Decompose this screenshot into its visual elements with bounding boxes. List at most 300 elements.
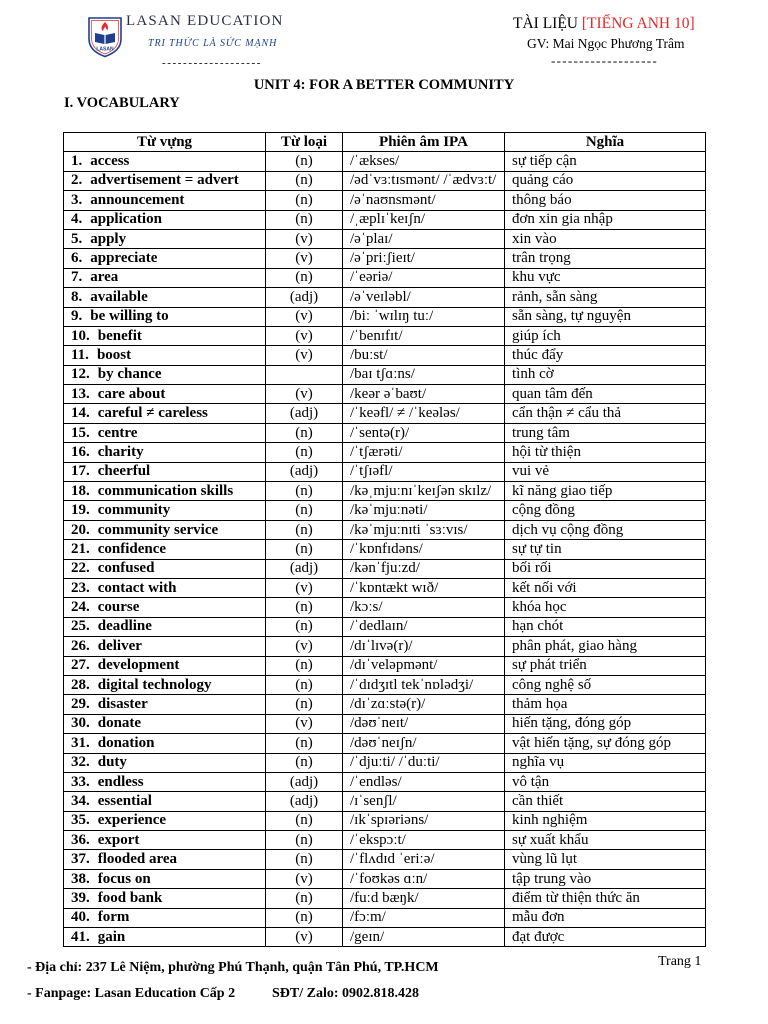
row-number: 38.: [71, 870, 90, 887]
word-cell: [64, 152, 266, 171]
ipa-cell: /ˈtʃærəti/: [343, 443, 505, 462]
word-cell: [64, 210, 266, 229]
vocab-word: boost: [96, 346, 132, 363]
part-of-speech-cell: (v): [266, 869, 343, 888]
word-cell: [64, 423, 266, 442]
row-number: 27.: [71, 657, 90, 674]
word-cell: [64, 268, 266, 287]
vocab-word: careful ≠ careless: [97, 405, 208, 422]
meaning-cell: sự xuất khẩu: [505, 831, 706, 850]
ipa-cell: /əˈplaɪ/: [343, 229, 505, 248]
vocab-word: appreciate: [90, 250, 158, 267]
table-row: [64, 365, 706, 384]
vocab-word: disaster: [97, 696, 148, 713]
ipa-cell: /ˈækses/: [343, 152, 505, 171]
vocab-word: essential: [97, 792, 152, 809]
ipa-cell: /ˈkɒnfɪdəns/: [343, 540, 505, 559]
word-cell: [64, 889, 266, 908]
word-cell: [64, 792, 266, 811]
part-of-speech-cell: (adj): [266, 462, 343, 481]
vocab-table-body: [64, 152, 706, 947]
part-of-speech-cell: (n): [266, 520, 343, 539]
table-row: [64, 385, 706, 404]
part-of-speech-cell: [266, 365, 343, 384]
meaning-cell: điểm từ thiện thức ăn: [505, 889, 706, 908]
table-row: [64, 598, 706, 617]
word-cell: [64, 229, 266, 248]
ipa-cell: /əˈnaʊnsmənt/: [343, 191, 505, 210]
row-number: 13.: [71, 385, 90, 402]
meaning-cell: tập trung vào: [505, 869, 706, 888]
meaning-cell: thúc đẩy: [505, 346, 706, 365]
ipa-cell: /əˈveɪləbl/: [343, 288, 505, 307]
row-number: 30.: [71, 715, 90, 732]
ipa-cell: /kəˈmjuːnəti/: [343, 501, 505, 520]
table-row: [64, 617, 706, 636]
table-row: [64, 540, 706, 559]
table-row: [64, 482, 706, 501]
row-number: 23.: [71, 579, 90, 596]
word-cell: [64, 811, 266, 830]
word-cell: [64, 714, 266, 733]
part-of-speech-cell: (n): [266, 889, 343, 908]
ipa-cell: /dəʊˈneɪt/: [343, 714, 505, 733]
row-number: 5.: [71, 230, 83, 247]
table-row: [64, 850, 706, 869]
meaning-cell: khu vực: [505, 268, 706, 287]
vocab-word: area: [90, 269, 119, 286]
ipa-cell: /ˈsentə(r)/: [343, 423, 505, 442]
part-of-speech-cell: (n): [266, 423, 343, 442]
table-row: [64, 171, 706, 190]
column-header-part-of-speech: Từ loại: [266, 133, 343, 152]
ipa-cell: /fuːd bæŋk/: [343, 889, 505, 908]
ipa-cell: /ˈdjuːti/ /ˈduːti/: [343, 753, 505, 772]
vocab-word: be willing to: [90, 308, 169, 325]
row-number: 10.: [71, 327, 90, 344]
part-of-speech-cell: (n): [266, 850, 343, 869]
vocab-word: duty: [97, 754, 127, 771]
table-row: [64, 307, 706, 326]
row-number: 18.: [71, 482, 90, 499]
word-cell: [64, 307, 266, 326]
table-row: [64, 249, 706, 268]
footer-fanpage: - Fanpage: Lasan Education Cấp 2: [27, 986, 236, 1001]
word-cell: [64, 753, 266, 772]
ipa-cell: /ˌæplɪˈkeɪʃn/: [343, 210, 505, 229]
vocab-word: advertisement = advert: [90, 172, 239, 189]
table-row: [64, 792, 706, 811]
meaning-cell: sẵn sàng, tự nguyện: [505, 307, 706, 326]
word-cell: [64, 501, 266, 520]
part-of-speech-cell: (n): [266, 811, 343, 830]
section-heading: I. VOCABULARY: [64, 95, 180, 111]
row-number: 19.: [71, 502, 90, 519]
column-header-word: Từ vựng: [64, 133, 266, 152]
word-cell: [64, 850, 266, 869]
word-cell: [64, 404, 266, 423]
row-number: 4.: [71, 211, 83, 228]
part-of-speech-cell: (adj): [266, 288, 343, 307]
part-of-speech-cell: (v): [266, 249, 343, 268]
word-cell: [64, 928, 266, 947]
part-of-speech-cell: (n): [266, 675, 343, 694]
row-number: 28.: [71, 676, 90, 693]
meaning-cell: thông báo: [505, 191, 706, 210]
meaning-cell: phân phát, giao hàng: [505, 637, 706, 656]
word-cell: [64, 443, 266, 462]
ipa-cell: /ˈekspɔːt/: [343, 831, 505, 850]
ipa-cell: /ˈdɪdʒɪtl tekˈnɒlədʒi/: [343, 675, 505, 694]
part-of-speech-cell: (n): [266, 908, 343, 927]
meaning-cell: kinh nghiệm: [505, 811, 706, 830]
meaning-cell: kết nối với: [505, 578, 706, 597]
part-of-speech-cell: (n): [266, 753, 343, 772]
row-number: 15.: [71, 424, 90, 441]
table-row: [64, 152, 706, 171]
table-row: [64, 423, 706, 442]
part-of-speech-cell: (adj): [266, 404, 343, 423]
vocab-word: endless: [97, 773, 144, 790]
word-cell: [64, 908, 266, 927]
ipa-cell: /ˈeəriə/: [343, 268, 505, 287]
vocab-word: export: [97, 831, 140, 848]
table-row: [64, 734, 706, 753]
table-row: [64, 191, 706, 210]
meaning-cell: đạt được: [505, 928, 706, 947]
table-row: [64, 288, 706, 307]
ipa-cell: /keər əˈbaʊt/: [343, 385, 505, 404]
ipa-cell: /ˈkɒntækt wɪð/: [343, 578, 505, 597]
vocab-word: donation: [97, 734, 155, 751]
table-row: [64, 908, 706, 927]
row-number: 36.: [71, 831, 90, 848]
vocab-word: deliver: [97, 637, 142, 654]
row-number: 2.: [71, 172, 83, 189]
ipa-cell: /kəˌmjuːnɪˈkeɪʃən skɪlz/: [343, 482, 505, 501]
logo-lettering: LASAN: [96, 46, 114, 53]
table-row: [64, 559, 706, 578]
meaning-cell: vô tận: [505, 772, 706, 791]
lasan-logo: [87, 16, 123, 58]
meaning-cell: vùng lũ lụt: [505, 850, 706, 869]
word-cell: [64, 482, 266, 501]
column-header-ipa: Phiên âm IPA: [343, 133, 505, 152]
meaning-cell: quan tâm đến: [505, 385, 706, 404]
part-of-speech-cell: (n): [266, 540, 343, 559]
part-of-speech-cell: (adj): [266, 792, 343, 811]
vocab-word: gain: [97, 928, 126, 945]
part-of-speech-cell: (adj): [266, 559, 343, 578]
vocab-word: available: [90, 288, 148, 305]
meaning-cell: cộng đồng: [505, 501, 706, 520]
part-of-speech-cell: (n): [266, 501, 343, 520]
part-of-speech-cell: (n): [266, 152, 343, 171]
part-of-speech-cell: (v): [266, 229, 343, 248]
row-number: 40.: [71, 909, 90, 926]
vocab-word: focus on: [97, 870, 151, 887]
word-cell: [64, 520, 266, 539]
word-cell: [64, 734, 266, 753]
vocabulary-table: [63, 132, 706, 947]
word-cell: [64, 637, 266, 656]
meaning-cell: đơn xin gia nhập: [505, 210, 706, 229]
table-row: [64, 229, 706, 248]
vocab-word: confused: [97, 560, 155, 577]
part-of-speech-cell: (n): [266, 171, 343, 190]
row-number: 12.: [71, 366, 90, 383]
part-of-speech-cell: (n): [266, 191, 343, 210]
ipa-cell: /ˈflʌdɪd ˈeriːə/: [343, 850, 505, 869]
row-number: 32.: [71, 754, 90, 771]
part-of-speech-cell: (n): [266, 598, 343, 617]
table-row: [64, 346, 706, 365]
table-row: [64, 753, 706, 772]
vocab-word: cheerful: [97, 463, 151, 480]
row-number: 21.: [71, 540, 90, 557]
row-number: 14.: [71, 405, 90, 422]
vocab-word: development: [97, 657, 180, 674]
ipa-cell: /ədˈvɜːtɪsmənt/ /ˈædvɜːt/: [343, 171, 505, 190]
meaning-cell: khóa học: [505, 598, 706, 617]
meaning-cell: trung tâm: [505, 423, 706, 442]
vocab-word: digital technology: [97, 676, 212, 693]
row-number: 25.: [71, 618, 90, 635]
vocab-word: by chance: [97, 366, 162, 383]
table-row: [64, 210, 706, 229]
word-cell: [64, 578, 266, 597]
word-cell: [64, 772, 266, 791]
meaning-cell: vui vẻ: [505, 462, 706, 481]
word-cell: [64, 191, 266, 210]
row-number: 39.: [71, 889, 90, 906]
meaning-cell: vật hiến tặng, sự đóng góp: [505, 734, 706, 753]
ipa-cell: /ˈkeəfl/ ≠ /ˈkeələs/: [343, 404, 505, 423]
meaning-cell: hạn chót: [505, 617, 706, 636]
ipa-cell: /dɪˈveləpmənt/: [343, 656, 505, 675]
ipa-cell: /geɪn/: [343, 928, 505, 947]
row-number: 11.: [71, 346, 89, 363]
ipa-cell: /ˈdedlaɪn/: [343, 617, 505, 636]
meaning-cell: dịch vụ cộng đồng: [505, 520, 706, 539]
part-of-speech-cell: (v): [266, 326, 343, 345]
vocab-word: flooded area: [97, 851, 178, 868]
row-number: 26.: [71, 637, 90, 654]
meaning-cell: hiến tặng, đóng góp: [505, 714, 706, 733]
meaning-cell: công nghệ số: [505, 675, 706, 694]
meaning-cell: giúp ích: [505, 326, 706, 345]
word-cell: [64, 385, 266, 404]
word-cell: [64, 462, 266, 481]
ipa-cell: /ˈtʃɪəfl/: [343, 462, 505, 481]
word-cell: [64, 326, 266, 345]
row-number: 37.: [71, 851, 90, 868]
part-of-speech-cell: (n): [266, 831, 343, 850]
table-row: [64, 714, 706, 733]
subject-tag: [TIẾNG ANH 10]: [581, 15, 695, 32]
row-number: 9.: [71, 308, 83, 325]
table-row: [64, 831, 706, 850]
part-of-speech-cell: (v): [266, 578, 343, 597]
part-of-speech-cell: (v): [266, 385, 343, 404]
ipa-cell: /dɪˈzɑːstə(r)/: [343, 695, 505, 714]
meaning-cell: hội từ thiện: [505, 443, 706, 462]
word-cell: [64, 171, 266, 190]
vocab-word: food bank: [97, 889, 163, 906]
word-cell: [64, 288, 266, 307]
row-number: 1.: [71, 153, 83, 170]
meaning-cell: cần thiết: [505, 792, 706, 811]
meaning-cell: rảnh, sẵn sàng: [505, 288, 706, 307]
table-row: [64, 675, 706, 694]
vocab-word: announcement: [90, 191, 185, 208]
meaning-cell: sự phát triển: [505, 656, 706, 675]
vocab-word: communication skills: [97, 482, 234, 499]
document-label: [513, 15, 695, 33]
word-cell: [64, 617, 266, 636]
meaning-cell: sự tự tin: [505, 540, 706, 559]
table-row: [64, 656, 706, 675]
vocab-word: donate: [97, 715, 142, 732]
row-number: 3.: [71, 191, 83, 208]
ipa-cell: /əˈpriːʃieɪt/: [343, 249, 505, 268]
meaning-cell: tình cờ: [505, 365, 706, 384]
word-cell: [64, 675, 266, 694]
row-number: 6.: [71, 250, 83, 267]
brand-slogan: TRI THỨC LÀ SỨC MẠNH: [148, 38, 278, 49]
part-of-speech-cell: (n): [266, 268, 343, 287]
teacher-name: GV: Mai Ngọc Phương Trâm: [527, 36, 685, 51]
ipa-cell: /ɪkˈspɪəriəns/: [343, 811, 505, 830]
table-row: [64, 404, 706, 423]
row-number: 17.: [71, 463, 90, 480]
table-row: [64, 326, 706, 345]
word-cell: [64, 249, 266, 268]
ipa-cell: /ˈbenɪfɪt/: [343, 326, 505, 345]
table-row: [64, 772, 706, 791]
teacher-divider: -------------------: [551, 53, 658, 68]
word-cell: [64, 540, 266, 559]
part-of-speech-cell: (n): [266, 210, 343, 229]
row-number: 41.: [71, 928, 90, 945]
part-of-speech-cell: (adj): [266, 772, 343, 791]
ipa-cell: /ˈendləs/: [343, 772, 505, 791]
ipa-cell: /kɔːs/: [343, 598, 505, 617]
ipa-cell: /biː ˈwɪlɪŋ tuː/: [343, 307, 505, 326]
unit-title: UNIT 4: FOR A BETTER COMMUNITY: [253, 77, 515, 93]
part-of-speech-cell: (n): [266, 656, 343, 675]
vocab-word: application: [90, 211, 162, 228]
row-number: 24.: [71, 599, 90, 616]
vocab-word: experience: [97, 812, 167, 829]
ipa-cell: /fɔːm/: [343, 908, 505, 927]
vocab-word: charity: [97, 443, 144, 460]
vocab-word: care about: [97, 385, 166, 402]
vocab-word: community service: [97, 521, 219, 538]
row-number: 7.: [71, 269, 83, 286]
part-of-speech-cell: (v): [266, 714, 343, 733]
meaning-cell: mẫu đơn: [505, 908, 706, 927]
meaning-cell: kĩ năng giao tiếp: [505, 482, 706, 501]
meaning-cell: quảng cáo: [505, 171, 706, 190]
word-cell: [64, 365, 266, 384]
word-cell: [64, 869, 266, 888]
vocab-word: centre: [97, 424, 138, 441]
vocab-word: benefit: [97, 327, 142, 344]
table-row: [64, 889, 706, 908]
part-of-speech-cell: (n): [266, 617, 343, 636]
vocab-word: course: [97, 599, 140, 616]
part-of-speech-cell: (v): [266, 928, 343, 947]
word-cell: [64, 656, 266, 675]
table-row: [64, 520, 706, 539]
part-of-speech-cell: (n): [266, 695, 343, 714]
table-row: [64, 501, 706, 520]
ipa-cell: /dəʊˈneɪʃn/: [343, 734, 505, 753]
meaning-cell: bối rối: [505, 559, 706, 578]
word-cell: [64, 831, 266, 850]
row-number: 20.: [71, 521, 90, 538]
vocab-word: access: [90, 153, 130, 170]
ipa-cell: /ɪˈsenʃl/: [343, 792, 505, 811]
part-of-speech-cell: (v): [266, 307, 343, 326]
shield-logo-icon: [87, 16, 123, 58]
table-row: [64, 462, 706, 481]
row-number: 22.: [71, 560, 90, 577]
part-of-speech-cell: (n): [266, 443, 343, 462]
ipa-cell: /buːst/: [343, 346, 505, 365]
brand-divider: -------------------: [162, 57, 262, 69]
ipa-cell: /kənˈfjuːzd/: [343, 559, 505, 578]
vocab-word: apply: [90, 230, 127, 247]
word-cell: [64, 346, 266, 365]
table-row: [64, 811, 706, 830]
meaning-cell: cẩn thận ≠ cẩu thả: [505, 404, 706, 423]
vocab-word: contact with: [97, 579, 177, 596]
word-cell: [64, 598, 266, 617]
ipa-cell: /kəˈmjuːnɪti ˈsɜːvɪs/: [343, 520, 505, 539]
page-number: Trang 1: [658, 954, 702, 969]
meaning-cell: thảm họa: [505, 695, 706, 714]
brand-name: LASAN EDUCATION: [126, 13, 284, 29]
row-number: 35.: [71, 812, 90, 829]
part-of-speech-cell: (n): [266, 482, 343, 501]
footer-address: - Địa chỉ: 237 Lê Niệm, phường Phú Thạnh, quận Tân Phú, TP.HCM: [27, 960, 439, 975]
row-number: 16.: [71, 443, 90, 460]
row-number: 8.: [71, 288, 83, 305]
table-row: [64, 869, 706, 888]
table-row: [64, 578, 706, 597]
footer-phone: SĐT/ Zalo: 0902.818.428: [272, 986, 420, 1001]
table-header-row: [64, 133, 706, 152]
row-number: 29.: [71, 696, 90, 713]
meaning-cell: xin vào: [505, 229, 706, 248]
meaning-cell: trân trọng: [505, 249, 706, 268]
ipa-cell: /ˈfoʊkəs ɑːn/: [343, 869, 505, 888]
table-row: [64, 443, 706, 462]
table-row: [64, 637, 706, 656]
table-row: [64, 695, 706, 714]
vocab-word: form: [97, 909, 130, 926]
column-header-meaning: Nghĩa: [505, 133, 706, 152]
ipa-cell: /dɪˈlɪvə(r)/: [343, 637, 505, 656]
word-cell: [64, 695, 266, 714]
vocab-word: community: [97, 502, 171, 519]
table-row: [64, 928, 706, 947]
vocab-word: confidence: [97, 540, 167, 557]
document-type: TÀI LIỆU: [513, 15, 578, 32]
row-number: 34.: [71, 792, 90, 809]
